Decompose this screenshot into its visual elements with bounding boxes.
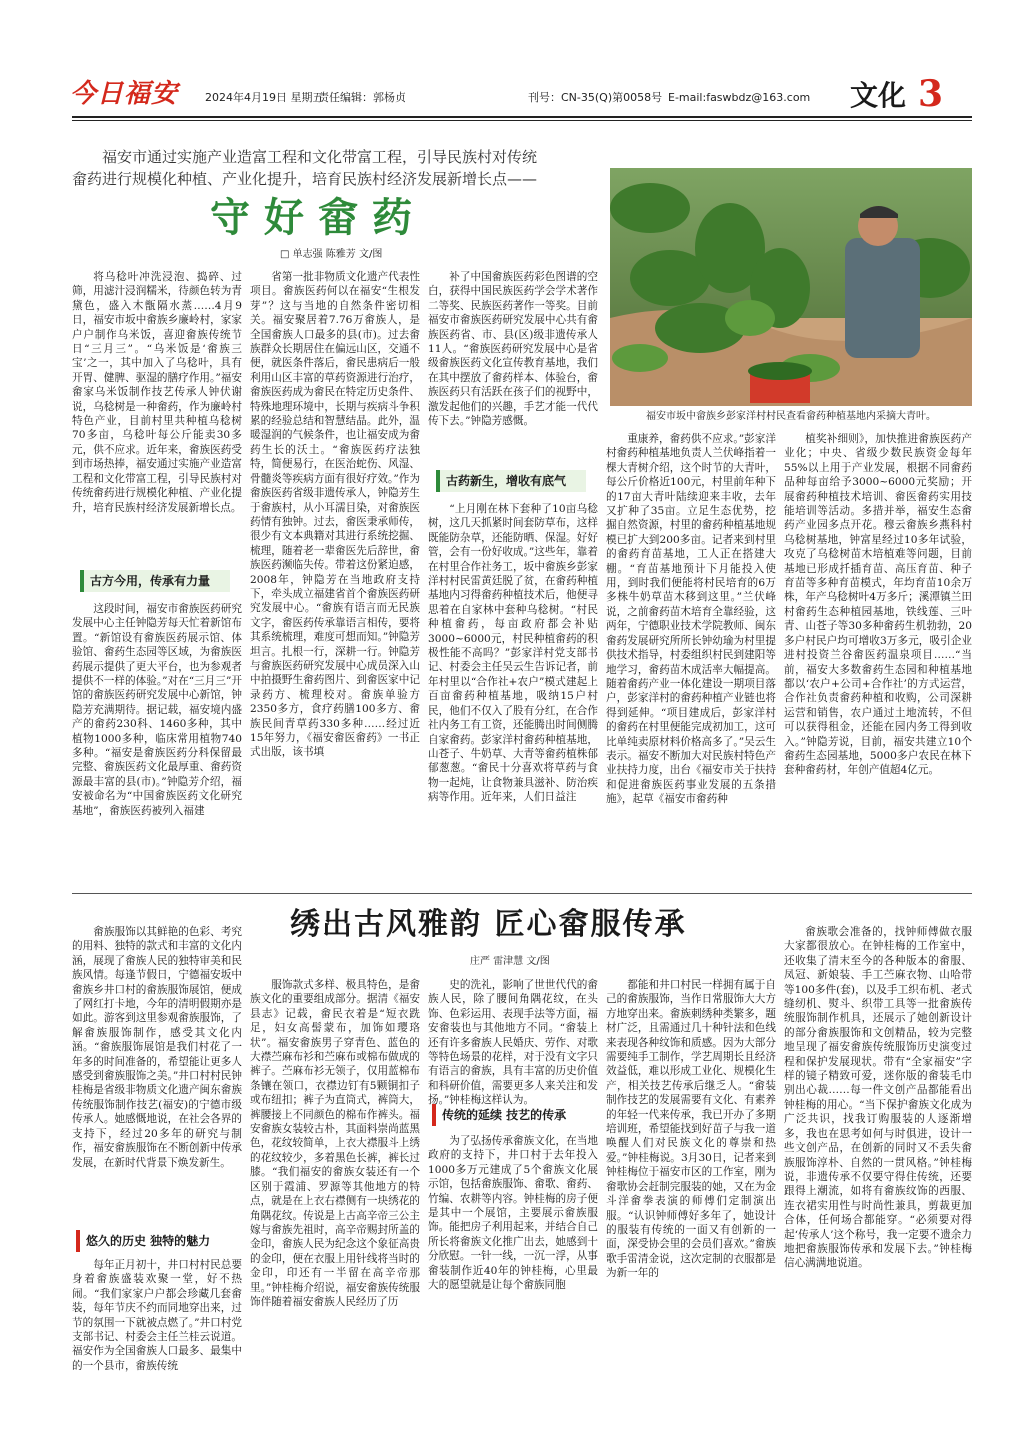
article1-subhead1: 古方今用，传承有力量 xyxy=(80,570,230,592)
paragraph: 每年正月初十，井口村村民总要身着畲族盛装欢聚一堂，好不热闹。“我们家家户户都会珍藏几套畲装，每年节庆不约而同地穿出来，过节的氛围一下就被点燃了。”井口村党支部书记、村委会主任兰桂云说道。福安作为全国畲族人口最多、最集中的一个县市，畲族传统 xyxy=(72,1259,242,1372)
article1-col4 xyxy=(606,432,776,887)
paragraph: 服饰款式多样、极具特色，是畲族文化的重要组成部分。据清《福安县志》记载，畲民衣着是“短衣跣足，妇女高髻蒙布，加饰如璎珞状”。福安畲族男子穿青色、蓝色的大襟苎麻布衫和苎麻布或棉布做成的裤子。苎麻布衫无领子，仅用蓝棉布条镶在领口，衣襟边钉有5颗铜扣子或布纽扣；裤子为直筒式，裤筒大，裤腰接上不同颜色的棉布作裤头。福安畲族女装较古朴，其面料崇尚蓝黑色，花纹较简单，上衣大襟服斗上绣的花纹较少，多着黑色长裤，裤长过膝。“我们福安的畲族女装还有一个区别于霞浦、罗源等其他地方的特点，就是在上衣右襟侧有一块绣花的角隅花纹。传说是上古高辛帝三公主嫁与畲族先祖时，高辛帝赐封所盖的金印，畲族人民为纪念这个象征高贵的金印，便在衣服上用针线将当时的金印，印还有一半留在高辛帝那里。”钟桂梅介绍说，福安畲族传统服饰伴随着福安畲族人民经历了历 xyxy=(250,979,420,1308)
article1-col2 xyxy=(250,270,420,887)
article2-subhead1: 悠久的历史 独特的魅力 xyxy=(76,1230,236,1252)
paragraph: 畲族歌会准备的，找钟师傅做衣服大家都很放心。在钟桂梅的工作室中，还收集了清末至今的各种版本的畲服、凤冠、新娘装、手工苎麻衣物、山哈带等100多件(套)，以及手工织布机、老式缝纫机、熨斗、织带工具等一批畲族传统服饰制作机具，还展示了她创新设计的部分畲族服饰和文创精品，较为完整地呈现了福安畲族传统服饰历史演变过程和保护发展现状。带有“全家福安”字样的镜子精致可爱，迷你版的畲装毛巾别出心裁……每一件文创产品都能看出钟桂梅的用心。“当下保护畲族文化成为广泛共识，找我订购服装的人逐渐增多，我也在思考如何与时俱进，设计一些文创产品，在创新的同时又不丢失畲族服饰淳朴、自然的一贯风格。”钟桂梅说，非遗传承不仅要守得住传统，还要跟得上潮流，如将有畲族纹饰的西服、连衣裙实用性与时尚性兼具，剪裁更加合体，任何场合都能穿。“必须要对得起‘传承人’这个称号，我一定要不遗余力地把畲族服饰传承和发展下去。”钟桂梅信心满满地说道。 xyxy=(784,926,972,1270)
article2-col3b xyxy=(428,1134,598,1408)
article1-byline: □ 单志强 陈雅芳 文/图 xyxy=(280,249,383,260)
farmer-photo xyxy=(610,168,972,406)
paragraph: 都能和井口村民一样拥有属于自己的畲族服饰，当作日常服饰大大方方地穿出来。畲族刺绣种类繁多，题材广泛，且需通过几十种针法和色线来表现各种纹饰和质感。因为大部分需要纯手工制作，学艺周期长且经济效益低，难以形成工业化、规模化生产，相关技艺传承后继乏人。“畲装制作技艺的发展需要有文化、有素养的年轻一代来传承，我已开办了多期培训班，希望能找到好苗子与我一道唤醒人们对民族文化的尊崇和热爱。”钟桂梅说。3月30日，记者来到钟桂梅位于福安市区的工作室，刚为畲歌协会赶制完服装的她，又在为金斗洋畲拳表演的师傅们定制演出服。“认识钟师傅好多年了，她设计的服装有传统的一面又有创新的一面，深受协会里的会员们喜欢。”畲族歌手雷清金说，这次定制的衣服都是为新一年的 xyxy=(606,979,776,1280)
paragraph: 植奖补细则》，加快推进畲族医药产业化；中央、省级少数民族资金每年55%以上用于产业发展，根据不同畲药品种每亩给予3000~6000元奖励；开展畲药种植技术培训、畲医畲药实用技能培训等活动。多措并举，福安生态畲药产业园多点开花。穆云畲族乡燕科村乌稔树基地，钟富星经过10多年试验，攻克了乌稔树苗木培植难等问题，目前基地已形成扦插育苗、高压育苗、种子育苗等多种育苗模式，年均育苗10余万株，年产乌稔树叶4万多斤；溪潭镇兰田村畲药生态种植园基地，铁线莲、三叶青、山苍子等30多种畲药生机勃勃，20多户村民户均可增收3万多元，吸引企业进村投资兰谷畲医药温泉项目……“当前，福安大多数畲药生态园和种植基地都以‘农户+公司+合作社’的方式运营，合作社负责畲药种植和收购，公司深耕运营和销售，农户通过土地流转，不但可以获得租金，还能在园内务工得到收入。”钟隐芳说，目前，福安共建立10个畲药生态园基地，5000多户农民在林下套种畲药材，年创产值超4亿元。 xyxy=(784,433,972,777)
article1-photo-caption: 福安市坂中畲族乡彭家洋村村民查看畲药种植基地内采摘大青叶。 xyxy=(646,411,936,422)
article1-col1 xyxy=(72,270,242,562)
paragraph: 史的洗礼，影响了世世代代的畲族人民，除了腰间角隅花纹，在头饰、色彩运用、表现手法等方面，福安畲装也与其他地方不同。“畲装上还有许多畲族人民婚庆、劳作、对歌等特色场景的花样，对于没有文字只有语言的畲族，具有丰富的历史价值和科研价值，需要更多人来关注和发扬。”钟桂梅这样认为。 xyxy=(428,979,598,1107)
section-title: 文化 xyxy=(850,79,907,112)
article1-photo xyxy=(610,168,972,406)
article1-col3b xyxy=(428,502,598,887)
page-number: 3 xyxy=(918,73,944,115)
article2-col2 xyxy=(250,978,420,1408)
article2-subhead2: 传统的延续 技艺的传承 xyxy=(432,1104,592,1126)
paragraph: 为了弘扬传承畲族文化，在当地政府的支持下，井口村于去年投入1000多万元建成了5个畲族文化展示馆，包括畲族服饰、畲歌、畲药、竹编、农耕等内容。钟桂梅的房子便是其中一个展馆，主要展示畲族服饰。能把房子利用起来，并结合自己所长将畲族文化推广出去，她感到十分欣慰。一针一线，一沉一浮，从事畲装制作近40年的钟桂梅，心里最大的愿望就是让每个畲族同胞 xyxy=(428,1135,598,1292)
serial-number: 刊号：CN-35(Q)第0058号 xyxy=(528,91,663,104)
article1-intro: 福安市通过实施产业造富工程和文化带富工程，引导民族村对传统畲药进行规模化种植、产业化提升，培育民族村经济发展新增长点—— xyxy=(72,148,538,188)
paragraph: 补了中国畲族医药彩色图谱的空白，获得中国民族医药学会学术著作二等奖、民族医药著作一等奖。目前福安市畲族医药研究发展中心共有畲族医药省、市、县(区)级非遗传承人11人。“畲族医药研究发展中心是省级畲族医药文化宣传教育基地，我们在其中摆放了畲药样本、体验台，畲族医药只有活跃在孩子们的视野中，激发起他们的兴趣，手艺才能一代代传下去。”钟隐芳感慨。 xyxy=(428,271,598,428)
article2-col3 xyxy=(428,978,598,1107)
article2-byline: 庄严 雷津慧 文/图 xyxy=(470,956,550,967)
article2-col1 xyxy=(72,925,242,1225)
article2-col1b xyxy=(72,1258,242,1408)
paragraph: 这段时间，福安市畲族医药研究发展中心主任钟隐芳每天忙着新馆布置。“新馆设有畲族医药展示馆、体验馆、畲药生态园等区域，为畲族医药展示提供了更大平台，也为参观者提供不一样的体验。”对在“三月三”开馆的畲族医药研究发展中心新馆，钟隐芳充满期待。据记载，福安境内盛产的畲药230科、1460多种，其中植物1000多种，临床常用植物740多种。“福安是畲族医药分科保留最完整、畲族医药文化最厚重、畲药资源最丰富的县(市)。”钟隐芳介绍，福安被命名为“中国畲族医药文化研究基地”，畲族医药被列入福建 xyxy=(72,603,242,817)
article1-col5 xyxy=(784,432,972,887)
article-divider xyxy=(72,893,972,894)
article2-headline: 绣出古风雅韵 匠心畲服传承 xyxy=(290,907,687,942)
header-rule xyxy=(72,116,972,118)
paragraph: 将乌稔叶冲洗浸泡、捣碎、过筛，用滤汁浸润糯米，待颜色转为青黛色，盛入木甑隔水蒸……4月9日，福安市坂中畲族乡廉岭村，家家户户制作乌米饭，喜迎畲族传统节日“三月三”。“乌米饭是‘畲族三宝’之一，其中加入了乌稔叶，具有开胃、健脾、驱湿的膳疗作用。”福安畲家乌米饭制作技艺传承人钟伏谢说，乌稔树是一种畲药，作为廉岭村特色产业，目前村里共种植乌稔树70多亩，乌稔叶每公斤能卖30多元，供不应求。近年来，畲族医药受到市场热捧，福安通过实施产业造富工程和文化带富工程，引导民族村对传统畲药进行规模化种植、产业化提升，培育民族村经济发展新增长点。 xyxy=(72,271,242,514)
article1-subhead2: 古药新生，增收有底气 xyxy=(436,470,586,492)
article1-col1b xyxy=(72,602,242,887)
paragraph: 畲族服饰以其鲜艳的色彩、考究的用料、独特的款式和丰富的文化内涵，展现了畲族人民的独特审美和民族风情。每逢节假日，宁德福安坂中畲族乡井口村的畲族服饰展馆，便成了网红打卡地，今年的清明假期亦是如此。游客到这里参观畲族服饰，了解畲族服饰制作，感受其文化内涵。“畲族服饰展馆是我们村花了一年多的时间准备的，希望能让更多人感受到畲族服饰之美。”井口村村民钟桂梅是省级非物质文化遗产闽东畲族传统服饰制作技艺(福安)的宁德市级传承人。她感慨地说，在社会各界的支持下，经过20多年的研究与制作，福安畲族服饰在不断创新中传承发展，在新时代背景下焕发新生。 xyxy=(72,926,242,1169)
masthead-logo: 今日福安 xyxy=(70,79,179,109)
article2-col5 xyxy=(784,925,972,1408)
issue-date: 2024年4月19日 星期五 xyxy=(205,91,324,104)
article1-headline: 守好畲药 xyxy=(210,195,426,241)
editor-credit: 责任编辑：郭杨贞 xyxy=(318,91,406,104)
paragraph: “上月刚在林下套种了10亩乌稔树，这几天抓紧时间套防草布，这样既能防杂草，还能防晒、保湿。好好管，会有一份好收成。”这些年，靠着在村里合作社务工，坂中畲族乡彭家洋村村民雷黄廷脱了贫，在畲药种植基地内习得畲药种植技术后，他便寻思着在自家林中套种乌稔树。“村民种植畲药，每亩政府都会补贴3000~6000元，村民种植畲药的积极性能不高吗？”彭家洋村党支部书记、村委会主任吴云生告诉记者，前年村里以“合作社+农户”模式建起上百亩畲药种植基地，吸纳15户村民，他们不仅入了股有分红，在合作社内务工有工资，还能腾出时间侧腾自家畲药。彭家洋村畲药种植基地，山苍子、牛奶草、大青等畲药植株郁郁葱葱。“畲民十分喜欢将草药与食物一起炖，让食物兼具滋补、防治疾病等作用。近年来，人们日益注 xyxy=(428,503,598,804)
header-rule-thin xyxy=(72,120,972,121)
article1-col3 xyxy=(428,270,598,462)
article2-col4 xyxy=(606,978,776,1408)
paragraph: 省第一批非物质文化遗产代表性项目。畲族医药何以在福安“生根发芽”？这与当地的自然条件密切相关。福安聚居着7.76万畲族人，是全国畲族人口最多的县(市)。过去畲族群众长期居住在偏远山区，交通不便，就医条件落后，畲民患病后一般利用山区丰富的草药资源进行治疗，畲族医药成为畲民在特定历史条件、特殊地理环境中，长期与疾病斗争积累的经验总结和智慧结晶。此外，温暖湿润的气候条件，也让福安成为畲药生长的沃土。“畲族医药疗法独特，简便易行，在医治蛇伤、风湿、骨髓炎等疾病方面有很好疗效。”作为畲族医药省级非遗传承人，钟隐芳生于畲族村，从小耳濡目染，对畲族医药情有独钟。过去，畲医秉承师传，很少有文本典籍对其进行系统挖掘、梳理，随着老一辈畲医先后辞世，畲族医药濒临失传。带着这份紧迫感，2008年，钟隐芳在当地政府支持下，牵头成立福建省首个畲族医药研究发展中心。“畲族有语言而无民族文字，畲医药传承靠语言相传，要将其系统梳理，难度可想而知。”钟隐芳坦言。扎根一行，深耕一行。钟隐芳与畲族医药研究发展中心成员深入山中拍摄野生畲药图片、到畲医家中记录药方、梳理校对。畲族单验方2350多方，食疗药膳100多方、畲族民间青草药330多种……经过近15年努力，《福安畲医畲药》一书正式出版，该书填 xyxy=(250,271,420,759)
contact-email: E-mail:faswbdz@163.com xyxy=(668,91,811,104)
paragraph: 重康养，畲药供不应求。”彭家洋村畲药种植基地负责人兰伏峰指着一棵大青树介绍，这个时节的大青叶，每公斤价格近100元，村里前年种下的17亩大青叶陆续迎来丰收，去年又扩种了35亩。立足生态优势，挖掘自然资源，村里的畲药种植基地规模已扩大到200多亩。记者来到村里的畲药育苗基地，工人正在搭建大棚。“育苗基地预计下月能投入使用，到时我们便能将村民培育的6万多株牛奶草苗木移到这里。”兰伏峰说，之前畲药苗木培育全靠经验，这两年，宁德职业技术学院教师、闽东畲药发展研究所所长钟幼瑜为村里提供技术指导，村委组织村民到建阳等地学习，畲药苗木成活率大幅提高。随着畲药产业一体化建设一期项目落户，彭家洋村的畲药种植产业链也将得到延伸。“项目建成后，彭家洋村的畲药在村里便能完成初加工，这可比单纯卖原材料价格高多了。”吴云生表示。福安不断加大对民族村特色产业扶持力度，出台《福安市关于扶持和促进畲族医药事业发展的五条措施》，起草《福安市畲药种 xyxy=(606,433,776,806)
